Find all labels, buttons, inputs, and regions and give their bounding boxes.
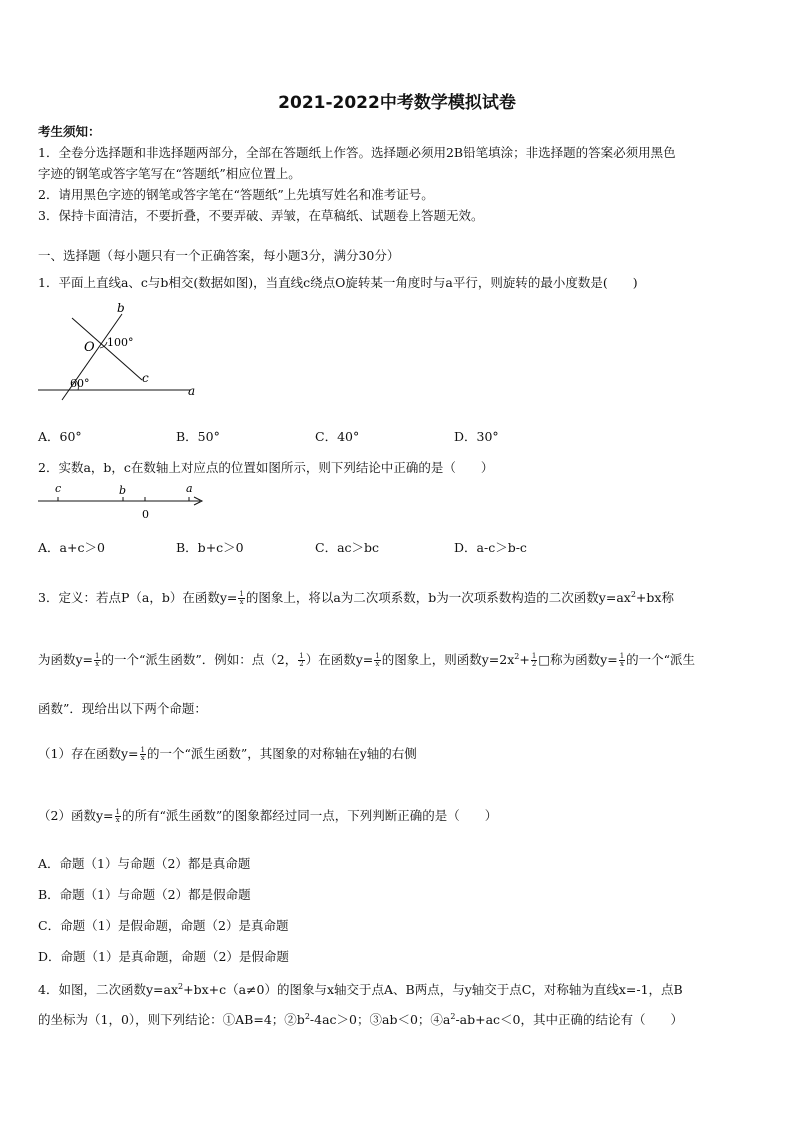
label-o: O [84, 340, 95, 355]
label-zero: 0 [142, 508, 149, 521]
question-3-line-1: 3．定义：若点P（a，b）在函数y= $\frac{1}{x}$ 的图象上，将以a为二次项系数，b为一次项系数构造的二次函数$y=ax^2+bx$称 [38, 589, 674, 606]
label-c: c [142, 371, 149, 385]
label-angle-60: 60° [70, 377, 90, 390]
q3-option-a: A．命题（1）与命题（2）都是真命题 [38, 856, 251, 871]
notice-line-1: 1．全卷分选择题和非选择题两部分，全部在答题纸上作答。选择题必须用2B铅笔填涂；非选择题的答案必须用黑色 [38, 145, 676, 160]
notice-line-3: 3．保持卡面清洁，不要折叠，不要弄破、弄皱，在草稿纸、试题卷上答题无效。 [38, 208, 484, 223]
angle-arc-100 [100, 342, 107, 348]
question-2-text: 2．实数a，b，c在数轴上对应点的位置如图所示，则下列结论中正确的是（ ） [38, 460, 494, 475]
question-1-figure [30, 296, 210, 406]
notice-line-2: 2．请用黑色字迹的钢笔或答字笔在“答题纸”上先填写姓名和准考证号。 [38, 187, 434, 202]
label-angle-100: 100° [107, 336, 134, 349]
question-3-line-2: 为函数y= $\frac{1}{x}$ 的一个“派生函数”．例如：点（2， $\frac{1}{2}$ ）在函数y= $\frac{1}{x}$ 的图象上，则函数$y=2x^2+$ $\frac{1}{2}$ □称为函数y= $\frac{1}{x}$ 的一个“派生 [38, 651, 696, 668]
q3-option-c: C．命题（1）是假命题，命题（2）是真命题 [38, 918, 289, 933]
label-b: b [117, 301, 125, 315]
q2-option-a: A．a+c＞0 [38, 540, 105, 555]
question-1-text: 1．平面上直线a、c与b相交(数据如图)，当直线c绕点O旋转某一角度时与a平行，则旋转的最小度数是( ) [38, 275, 638, 290]
page-title: 2021-2022中考数学模拟试卷 [278, 93, 516, 113]
q2-option-d: D．a-c＞b-c [454, 540, 527, 555]
q1-option-c: C．40° [315, 429, 360, 444]
question-4-line-1: 4．如图，二次函数$y=ax^2+bx+c(a\ne 0)$的图象与x轴交于点A、B两点，与y轴交于点C，对称轴为直线x=-1，点B [38, 981, 683, 997]
q1-option-a: A．60° [38, 429, 82, 444]
label-c: c [55, 482, 62, 495]
q1-option-b: B．50° [176, 429, 220, 444]
q2-option-c: C．ac＞bc [315, 540, 380, 555]
q3-option-b: B．命题（1）与命题（2）都是假命题 [38, 887, 251, 902]
q2-option-b: B．b+c＞0 [176, 540, 244, 555]
proposition-1: （1）存在函数y= $\frac{1}{x}$ 的一个“派生函数”，其图象的对称轴在y轴的右侧 [38, 746, 417, 762]
section-heading: 一、选择题（每小题只有一个正确答案，每小题3分，满分30分） [38, 248, 400, 263]
label-a: a [186, 482, 193, 495]
proposition-2: （2）函数y= $\frac{1}{x}$ 的所有“派生函数”的图象都经过同一点，下列判断正确的是（ ） [38, 808, 498, 824]
number-line-figure [34, 478, 214, 524]
question-4-line-2: 的坐标为（1，0），则下列结论：①AB=4；$②b^2-4ac>0$；③ab＜0；$④a^2-ab+ac<0$，其中正确的结论有（ ） [38, 1011, 684, 1027]
question-3-line-3: 函数”．现给出以下两个命题： [38, 701, 207, 716]
notice-line-1b: 字迹的钢笔或答字笔写在“答题纸”相应位置上。 [38, 166, 301, 181]
q3-option-d: D．命题（1）是真命题，命题（2）是假命题 [38, 949, 289, 964]
label-b: b [119, 484, 127, 497]
label-a: a [188, 384, 196, 398]
notice-heading: 考生须知： [38, 124, 101, 139]
q1-option-d: D．30° [454, 429, 499, 444]
